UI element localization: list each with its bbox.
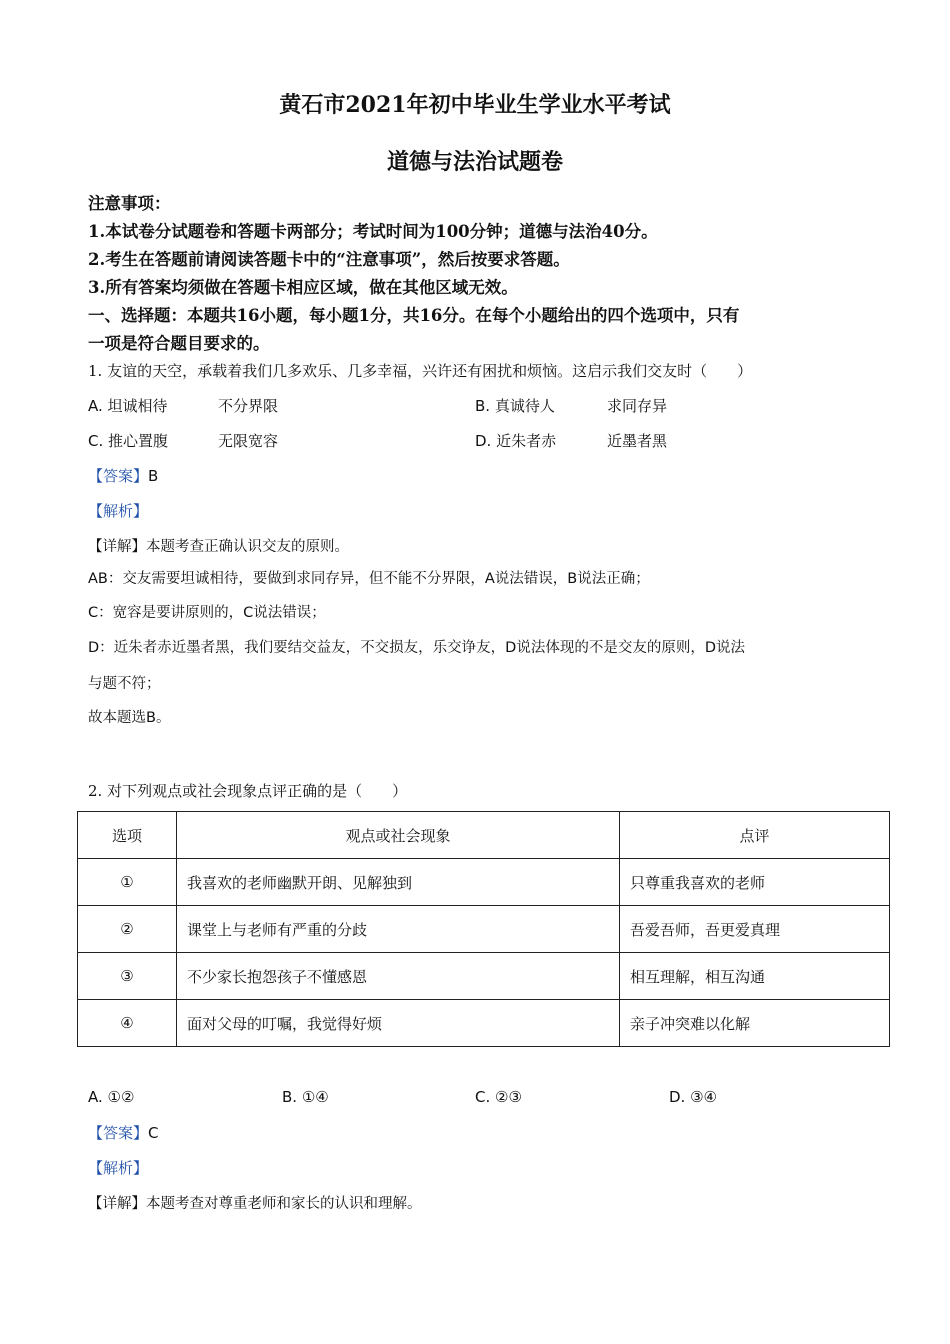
exam-subtitle: 道德与法治试题卷 [386,149,563,175]
table-header-cell: 选项 [78,812,177,859]
table-header-cell: 观点或社会现象 [177,812,620,859]
q1-option-d-text: 近墨者黑 [607,432,668,450]
q2-detail-line: 【详解】本题考查对尊重老师和家长的认识和理解。 [88,1196,422,1212]
q1-answer [88,465,158,486]
table-row [78,953,890,1000]
table-cell: 我喜欢的老师幽默开朗、见解独到 [177,859,620,906]
section-heading-cont: 一项是符合题目要求的。 [88,334,270,353]
q1-option-a [88,395,168,416]
q2-option-a: A. ①② [88,1088,135,1106]
q2-answer [88,1122,159,1143]
q1-detail-line: 【详解】本题考查正确认识交友的原则。 [88,539,349,555]
q1-detail-line: 与题不符； [88,676,161,692]
q1-detail-line: 故本题选B。 [88,710,171,726]
option-label: B. 真诚待人 [475,397,555,415]
section-heading: 一、选择题：本题共16小题，每小题1分，共16分。在每个小题给出的四个选项中，只有 [88,306,740,325]
answer-tag: 【答案】 [88,467,149,485]
notice-item: 2.考生在答题前请阅读答题卡中的“注意事项”，然后按要求答题。 [88,250,570,269]
table-cell: 亲子冲突难以化解 [620,1000,890,1047]
table-cell: ④ [78,1000,177,1047]
question-2-stem: 2. 对下列观点或社会现象点评正确的是（ ） [88,782,408,800]
table-row [78,906,890,953]
q2-option-b: B. ①④ [282,1088,329,1106]
table-row [78,859,890,906]
answer-tag: 【答案】 [88,1124,149,1142]
notice-item: 3.所有答案均须做在答题卡相应区域，做在其他区域无效。 [88,278,518,297]
table-cell: ③ [78,953,177,1000]
table-cell: ① [78,859,177,906]
option-label: C. 推心置腹 [88,432,169,450]
q2-option-c: C. ②③ [475,1088,522,1106]
table-row [78,1000,890,1047]
table-cell: 不少家长抱怨孩子不懂感恩 [177,953,620,1000]
q1-analysis-tag: 【解析】 [88,502,149,520]
q1-detail-line: D：近朱者赤近墨者黑，我们要结交益友，不交损友，乐交诤友，D说法体现的不是交友的原则，D说法 [88,640,745,656]
q1-option-a-text: 不分界限 [218,397,279,415]
table-cell: 相互理解，相互沟通 [620,953,890,1000]
q1-detail-line: AB：交友需要坦诚相待，要做到求同存异，但不能不分界限，A说法错误，B说法正确； [88,571,650,587]
table-cell: 课堂上与老师有严重的分歧 [177,906,620,953]
q1-option-c [88,430,168,451]
q1-option-b [475,395,555,416]
table-header-cell: 点评 [620,812,890,859]
q1-option-c-text: 无限宽容 [218,432,279,450]
option-label: A. 坦诚相待 [88,397,168,415]
table-cell: 只尊重我喜欢的老师 [620,859,890,906]
q2-option-d: D. ③④ [669,1088,717,1106]
q1-detail-line: C：宽容是要讲原则的，C说法错误； [88,605,326,621]
answer-value: C [148,1124,159,1142]
table-cell: 面对父母的叮嘱，我觉得好烦 [177,1000,620,1047]
notice-item: 1.本试卷分试题卷和答题卡两部分；考试时间为100分钟；道德与法治40分。 [88,222,658,241]
q1-option-b-text: 求同存异 [607,397,668,415]
q2-analysis-tag: 【解析】 [88,1159,149,1177]
notice-heading: 注意事项： [88,194,171,213]
table-cell: ② [78,906,177,953]
exam-title: 黄石市2021年初中毕业生学业水平考试 [279,92,671,118]
table-header-row [78,812,890,859]
option-label: D. 近朱者赤 [475,432,557,450]
q1-option-d [475,430,556,451]
answer-value: B [148,467,159,485]
q2-table [77,811,890,1047]
table-cell: 吾爱吾师，吾更爱真理 [620,906,890,953]
question-1-stem: 1. 友谊的天空，承载着我们几多欢乐、几多幸福，兴许还有困扰和烦恼。这启示我们交友时（ ） [88,362,753,380]
